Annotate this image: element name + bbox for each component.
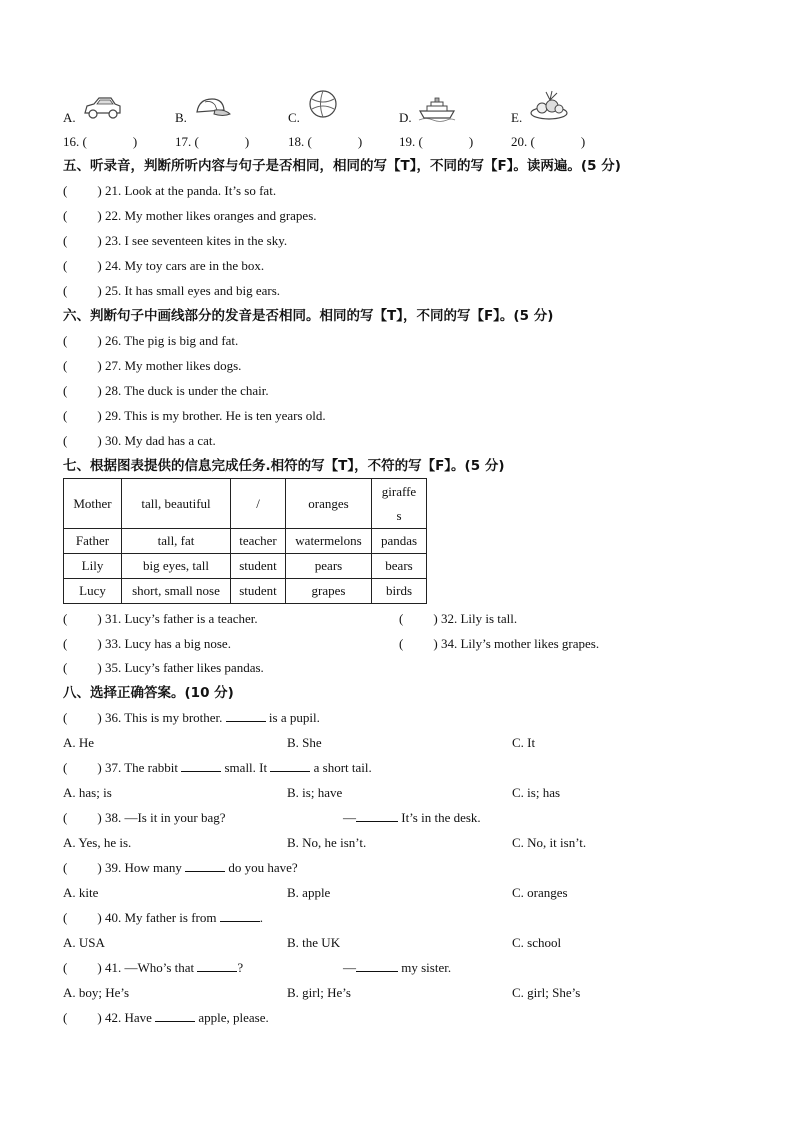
table-cell: tall, beautiful [122,479,231,529]
answer-slot-17[interactable]: 17. ( ) [175,134,250,149]
question-37: ( ) 37. The rabbit small. It a short tail. [63,760,372,775]
option-c[interactable]: C. is; has [512,785,561,800]
question-38: ( ) 38. —Is it in your bag? [63,810,226,825]
table-cell: birds [372,579,427,604]
question-40: ( ) 40. My father is from . [63,910,263,925]
table-cell: watermelons [286,529,372,554]
section-7-title: 七、根据图表提供的信息完成任务.相符的写【T】，不符的写【F】。(5 分) [63,458,505,474]
option-b[interactable]: B. apple [287,885,331,900]
table-cell: Father [64,529,122,554]
picture-letter-a: A. [63,110,76,125]
cap-icon [193,96,231,122]
table-cell: student [231,579,286,604]
list-item: ( ) 22. My mother likes oranges and grapes. [63,208,317,223]
option-a[interactable]: A. He [63,735,95,750]
table-row [64,554,427,579]
option-a[interactable]: A. Yes, he is. [63,835,132,850]
option-c[interactable]: C. oranges [512,885,568,900]
list-item: ( ) 24. My toy cars are in the box. [63,258,265,273]
option-b[interactable]: B. No, he isn’t. [287,835,367,850]
table-cell: Mother [64,479,122,529]
picture-letter-e: E. [511,110,523,125]
table-cell: grapes [286,579,372,604]
table-row [64,479,427,529]
list-item: ( ) 26. The pig is big and fat. [63,333,239,348]
question-39: ( ) 39. How many do you have? [63,860,298,875]
option-a[interactable]: A. kite [63,885,99,900]
table-cell: / [231,479,286,529]
picture-letter-d: D. [399,110,412,125]
option-c[interactable]: C. No, it isn’t. [512,835,587,850]
table-cell: big eyes, tall [122,554,231,579]
question-38-answer: — It’s in the desk. [343,810,481,825]
table-cell: teacher [231,529,286,554]
option-b[interactable]: B. the UK [287,935,341,950]
table-cell: Lily [64,554,122,579]
section-5-title: 五、听录音，判断所听内容与句子是否相同，相同的写【T】，不同的写【F】。读两遍。(5 分) [63,158,621,174]
picture-letter-b: B. [175,110,187,125]
table-cell: giraffe s [372,479,427,529]
picture-letter-c: C. [288,110,300,125]
option-b[interactable]: B. She [287,735,322,750]
option-b[interactable]: B. is; have [287,785,343,800]
info-table [63,478,427,604]
option-c[interactable]: C. school [512,935,562,950]
list-item: ( ) 31. Lucy’s father is a teacher. [63,611,258,626]
list-item: ( ) 21. Look at the panda. It’s so fat. [63,183,277,198]
list-item: ( ) 25. It has small eyes and big ears. [63,283,281,298]
table-cell: bears [372,554,427,579]
question-41: ( ) 41. —Who’s that ? [63,960,244,975]
list-item: ( ) 34. Lily’s mother likes grapes. [399,636,600,651]
table-row [64,579,427,604]
answer-slot-16[interactable]: 16. ( ) [63,134,138,149]
list-item: ( ) 29. This is my brother. He is ten years old. [63,408,326,423]
table-row [64,529,427,554]
car-icon [82,94,122,122]
list-item: ( ) 23. I see seventeen kites in the sky. [63,233,288,248]
table-cell: pandas [372,529,427,554]
option-c[interactable]: C. It [512,735,536,750]
table-cell: oranges [286,479,372,529]
option-b[interactable]: B. girl; He’s [287,985,351,1000]
ship-icon [418,96,456,122]
question-41-answer: — my sister. [343,960,452,975]
list-item: ( ) 32. Lily is tall. [399,611,518,626]
table-cell: tall, fat [122,529,231,554]
list-item: ( ) 30. My dad has a cat. [63,433,216,448]
section-8-title: 八、选择正确答案。(10 分) [63,685,234,701]
list-item: ( ) 33. Lucy has a big nose. [63,636,231,651]
option-a[interactable]: A. has; is [63,785,112,800]
list-item: ( ) 35. Lucy’s father likes pandas. [63,660,264,675]
option-a[interactable]: A. USA [63,935,105,950]
volleyball-icon [308,89,338,119]
table-cell: Lucy [64,579,122,604]
question-42: ( ) 42. Have apple, please. [63,1010,269,1025]
fruit-plate-icon [528,89,570,121]
list-item: ( ) 28. The duck is under the chair. [63,383,269,398]
table-cell: pears [286,554,372,579]
option-c[interactable]: C. girl; She’s [512,985,581,1000]
list-item: ( ) 27. My mother likes dogs. [63,358,242,373]
answer-slot-18[interactable]: 18. ( ) [288,134,363,149]
section-6-title: 六、判断句子中画线部分的发音是否相同。相同的写【T】，不同的写【F】。(5 分) [63,308,554,324]
option-a[interactable]: A. boy; He’s [63,985,130,1000]
answer-slot-19[interactable]: 19. ( ) [399,134,474,149]
answer-slot-20[interactable]: 20. ( ) [511,134,586,149]
table-cell: student [231,554,286,579]
table-cell: short, small nose [122,579,231,604]
question-36: ( ) 36. This is my brother. is a pupil. [63,710,320,725]
